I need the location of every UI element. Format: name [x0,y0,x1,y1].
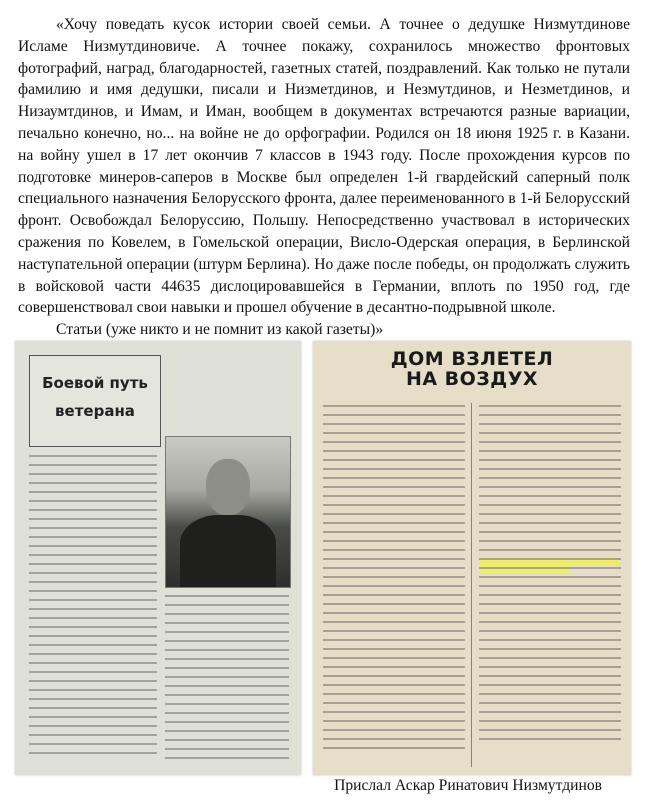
veteran-portrait-photo [165,436,291,588]
clipping-text-column-1 [323,405,465,756]
clipping-text-column-2 [165,595,289,766]
clipping-headline-line2: ветерана [55,402,135,420]
story-paragraph: «Хочу поведать кусок истории своей семьи. А точнее о дедушке Низмутдинове Исламе Низмутдиновиче. А точнее покажу, сохранилось множество фронтовых фотографий, наград, благодарностей, газетных статей, поздравлений. Как только не путали фамилию и имя дедушки, писали и Низметдинов, и Незмутдинов, и Незметдинов, и Низаумтдинов, и Имам, и Иман, вообщем в документах встречаются разные вариации, печально конечно, но... на войне не до орфографии. Родился он 18 июня 1925 г. в Казани. на войну ушел в 17 лет окончив 7 классов в 1943 году. После прохождения курсов по подготовке минеров-саперов в Москве был определен 1-й гвардейский саперный полк специального назначения Белорусского фронта, далее переименованного в 1-й Белорусский фронт. Освобождал Белоруссию, Польшу. Непосредственно участвовал в исторических сражения по Ковелем, в Гомельской операции, Висло-Одерская операция, в Берлинской наступательной операции (штурм Берлина). Но даже после победы, он продолжать служить в войсковой части 44635 дислоцировавшейся в Германии, вплоть по 1950 год, где совершенствовал свои навыки и прошел обучение в десантно-подрывной школе. [18,16,630,317]
clipping-headline-line1: ДОМ ВЗЛЕТЕЛ [390,348,554,370]
column-divider [471,403,472,767]
clipping-headline-line2: НА ВОЗДУХ [405,368,539,390]
clipping-text-column-2 [479,405,621,747]
clipping-text-column-1 [29,455,157,761]
newspaper-clipping-veteran [15,341,301,775]
clipping-headline-line1: Боевой путь [42,374,148,392]
clipping-headline-box [29,355,161,447]
footer-credit: Прислал Аскар Ринатович Низмутдинов [334,777,602,794]
story-text [18,14,630,341]
clipping-headline [313,349,631,389]
newspaper-clipping-house [313,341,631,775]
clippings-caption: Статьи (уже никто и не помнит из какой газеты)» [56,321,384,339]
